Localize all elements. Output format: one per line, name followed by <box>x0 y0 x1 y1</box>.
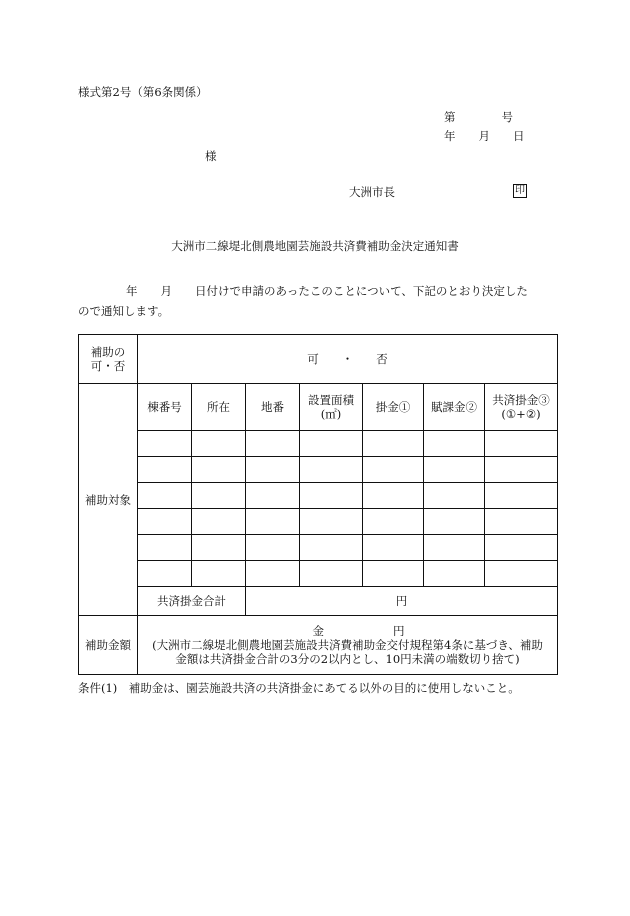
table-cell[interactable] <box>300 535 363 561</box>
table-cell[interactable] <box>138 561 192 587</box>
table-cell[interactable] <box>138 431 192 457</box>
document-number: 第 号 <box>444 110 513 124</box>
table-cell[interactable] <box>246 431 300 457</box>
availability-label: 補助の 可・否 <box>79 335 138 384</box>
table-cell[interactable] <box>192 509 246 535</box>
table-cell[interactable] <box>424 561 485 587</box>
table-cell[interactable] <box>424 535 485 561</box>
table-cell[interactable] <box>138 535 192 561</box>
availability-row <box>79 335 558 384</box>
amount-line: 金 円 <box>312 624 405 638</box>
table-cell[interactable] <box>485 483 558 509</box>
table-cell[interactable] <box>300 561 363 587</box>
amount-note-line2: 金額は共済掛金合計の3分の2以内とし、10円未満の端数切り捨て) <box>175 652 520 666</box>
table-cell[interactable] <box>138 457 192 483</box>
table-cell[interactable] <box>192 431 246 457</box>
table-cell[interactable] <box>485 535 558 561</box>
total-value[interactable] <box>246 587 558 616</box>
table-cell[interactable] <box>485 509 558 535</box>
table-header-row <box>79 384 558 431</box>
issue-date: 年 月 日 <box>444 129 525 143</box>
table-cell[interactable] <box>363 483 424 509</box>
table-row <box>79 431 558 457</box>
table-row <box>79 561 558 587</box>
total-label: 共済掛金合計 <box>138 587 246 616</box>
table-cell[interactable] <box>485 431 558 457</box>
table-cell[interactable] <box>485 561 558 587</box>
document-title: 大洲市二線堤北側農地園芸施設共済費補助金決定通知書 <box>171 239 459 253</box>
table-cell[interactable] <box>300 431 363 457</box>
col-header-area: 設置面積 (㎡) <box>300 384 363 431</box>
condition-text: 条件(1) 補助金は、園芸施設共済の共済掛金にあてる以外の目的に使用しないこと。 <box>78 681 520 695</box>
table-cell[interactable] <box>363 431 424 457</box>
issuer-name: 大洲市長 <box>349 185 395 199</box>
form-number: 様式第2号（第6条関係） <box>78 85 208 99</box>
seal-mark: 印 <box>515 185 525 196</box>
table-cell[interactable] <box>300 457 363 483</box>
total-row <box>79 587 558 616</box>
col-header-building-no: 棟番号 <box>138 384 192 431</box>
col-header-premium: 掛金① <box>363 384 424 431</box>
table-cell[interactable] <box>192 483 246 509</box>
notice-body-line1: 年 月 日付けで申請のあったこのことについて、下記のとおり決定した <box>126 284 528 298</box>
amount-note-line1: (大洲市二線堤北側農地園芸施設共済費補助金交付規程第4条に基づき、補助 <box>152 638 543 652</box>
table-cell[interactable] <box>246 509 300 535</box>
table-cell[interactable] <box>363 457 424 483</box>
table-cell[interactable] <box>485 457 558 483</box>
table-cell[interactable] <box>246 457 300 483</box>
col-header-lot-no: 地番 <box>246 384 300 431</box>
table-cell[interactable] <box>363 561 424 587</box>
table-cell[interactable] <box>192 535 246 561</box>
amount-value[interactable] <box>138 616 558 675</box>
table-row <box>79 535 558 561</box>
table-cell[interactable] <box>138 509 192 535</box>
col-header-levy: 賦課金② <box>424 384 485 431</box>
table-cell[interactable] <box>192 561 246 587</box>
amount-label: 補助金額 <box>79 616 138 675</box>
table-cell[interactable] <box>246 535 300 561</box>
subsidy-table <box>78 334 558 675</box>
table-cell[interactable] <box>424 431 485 457</box>
col-header-mutual-premium: 共済掛金③ (①+②) <box>485 384 558 431</box>
table-cell[interactable] <box>138 483 192 509</box>
table-cell[interactable] <box>424 483 485 509</box>
availability-value: 可 ・ 否 <box>138 335 558 384</box>
total-unit: 円 <box>395 594 408 608</box>
table-cell[interactable] <box>424 457 485 483</box>
table-cell[interactable] <box>246 483 300 509</box>
table-row <box>79 483 558 509</box>
table-cell[interactable] <box>246 561 300 587</box>
col-header-location: 所在 <box>192 384 246 431</box>
amount-row <box>79 616 558 675</box>
table-cell[interactable] <box>424 509 485 535</box>
table-cell[interactable] <box>363 509 424 535</box>
table-cell[interactable] <box>300 509 363 535</box>
target-label: 補助対象 <box>79 384 138 616</box>
table-cell[interactable] <box>300 483 363 509</box>
notice-body <box>78 281 556 321</box>
table-row <box>79 457 558 483</box>
table-cell[interactable] <box>363 535 424 561</box>
notice-body-line2: ので通知します。 <box>78 304 170 318</box>
table-cell[interactable] <box>192 457 246 483</box>
table-row <box>79 509 558 535</box>
addressee-suffix: 様 <box>205 149 217 163</box>
